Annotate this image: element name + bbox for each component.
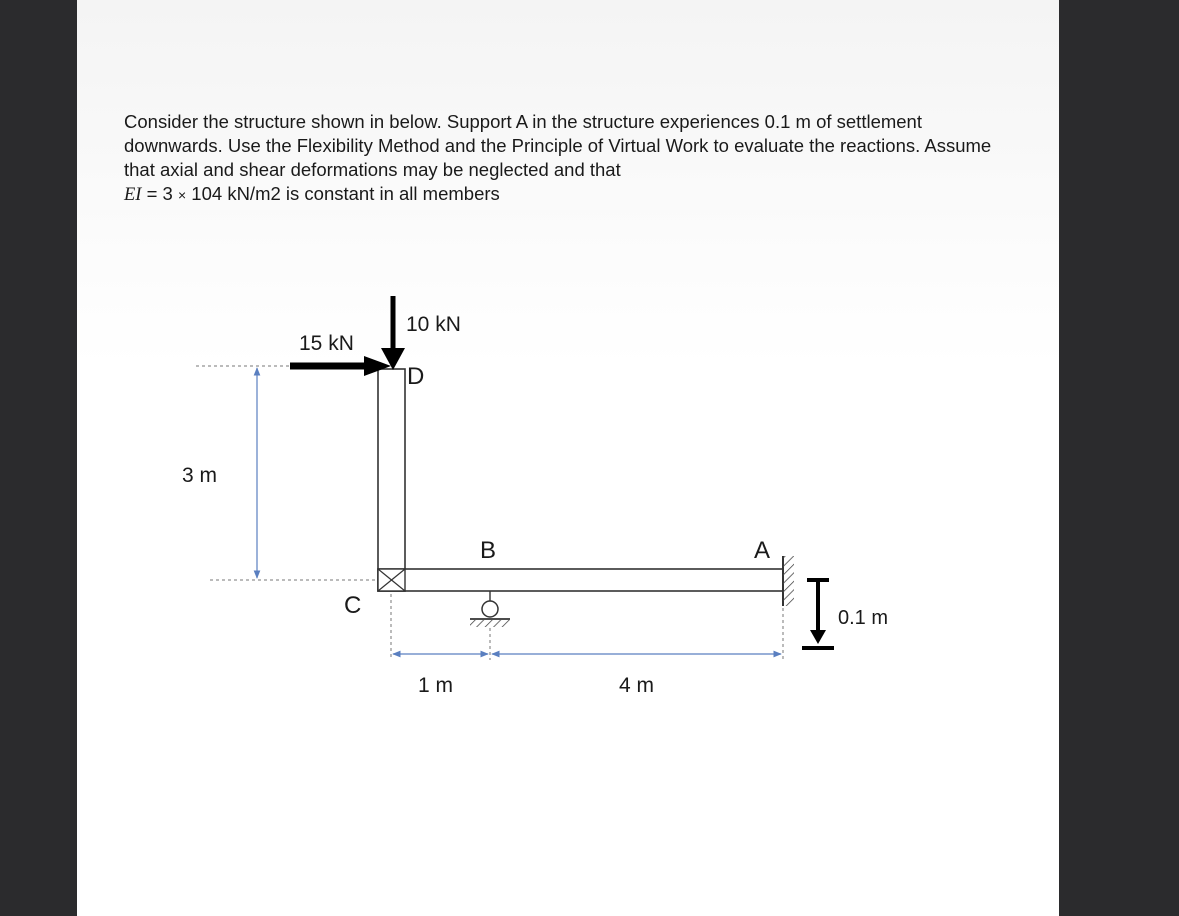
load-label-15kn: 15 kN <box>299 332 354 355</box>
dimension-label-height: 3 m <box>182 464 218 487</box>
node-label-d: D <box>407 363 425 390</box>
rigid-joint-c <box>378 569 405 591</box>
dimension-label-span-ba: 4 m <box>619 674 655 697</box>
node-label-a: A <box>754 537 771 564</box>
ei-equals: = 3 <box>141 183 178 204</box>
load-label-10kn: 10 kN <box>406 313 461 336</box>
dimension-label-settlement: 0.1 m <box>838 607 889 629</box>
ei-symbol: EI <box>124 185 142 205</box>
beam-ca <box>378 569 783 591</box>
times-symbol: × <box>177 187 187 203</box>
fixed-support-a <box>783 556 794 606</box>
vertical-load-arrow <box>381 296 405 370</box>
horizontal-load-arrow <box>290 356 391 376</box>
node-label-b: B <box>480 537 497 564</box>
column-cd <box>378 369 405 591</box>
settlement-arrow <box>802 580 834 648</box>
dimension-label-span-cb: 1 m <box>418 674 454 697</box>
problem-text: Consider the structure shown in below. Support A in the structure experiences 0.1 m of settlement downwards. Use the Flexibility Method and the Principle of Virtual Work to evaluate the reactions. Assume that axial and shear deformations may be neglected and that <box>124 111 992 180</box>
roller-support-b <box>470 591 510 627</box>
node-label-c: C <box>344 592 362 619</box>
ei-value-text: 104 kN/m2 is constant in all members <box>186 183 500 204</box>
